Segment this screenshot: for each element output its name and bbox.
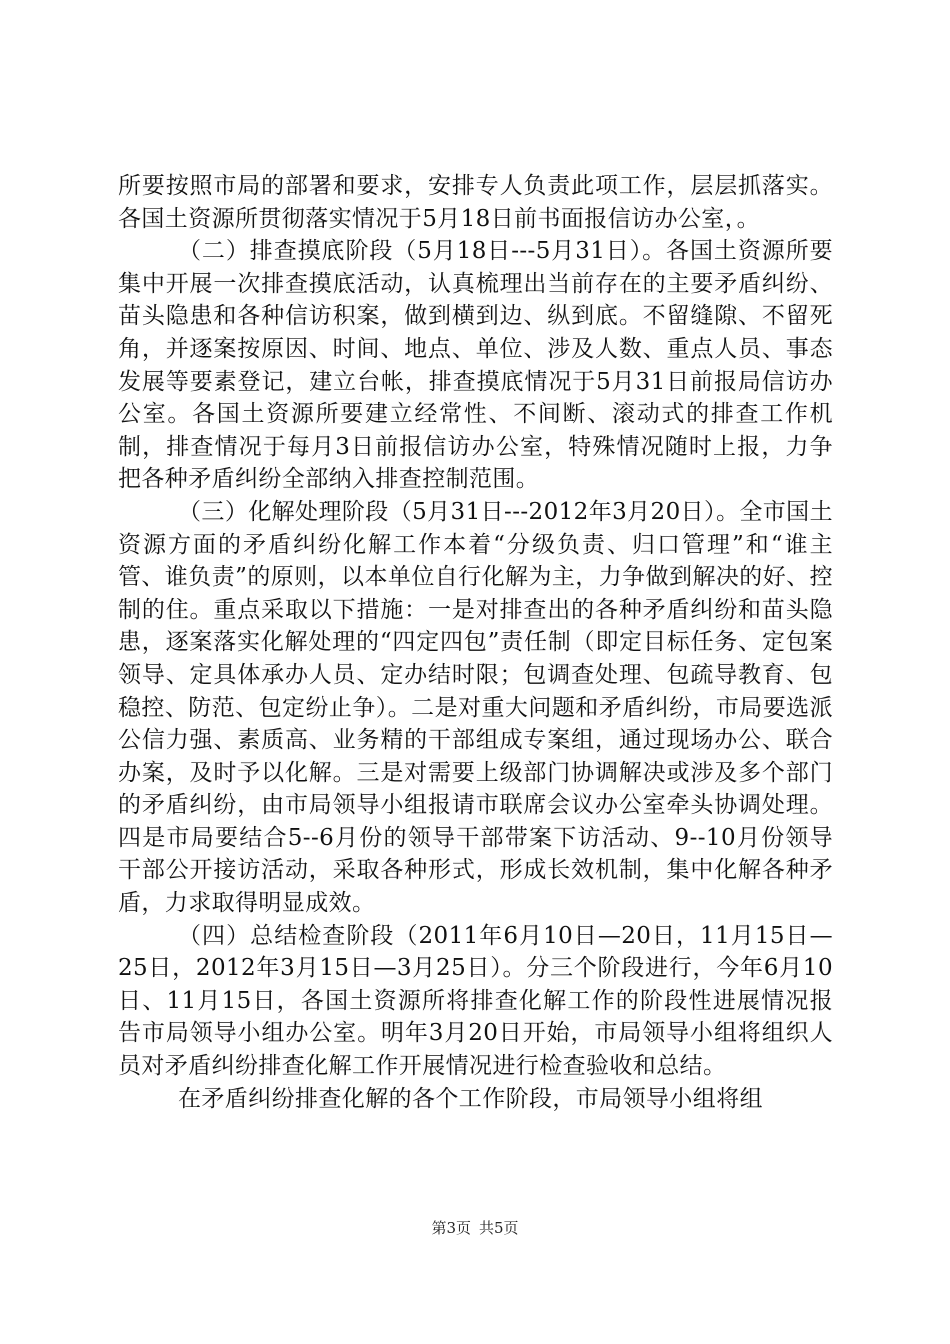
paragraph-stage-two: （二）排查摸底阶段（5月18日---5月31日）。各国土资源所要集中开展一次排查摸底活动，认真梳理出当前存在的主要矛盾纠纷、苗头隐患和各种信访积案，做到横到边、纵到底。不留缝隙、不留死角，并逐案按原因、时间、地点、单位、涉及人数、重点人员、事态发展等要素登记，建立台帐，排查摸底情况于5月31日前报局信访办公室。各国土资源所要建立经常性、不间断、滚动式的排查工作机制，排查情况于每月3日前报信访办公室，特殊情况随时上报，力争把各种矛盾纠纷全部纳入排查控制范围。	[118, 238, 833, 493]
page-number: 第3页	[431, 1219, 471, 1237]
paragraph-continuation: 所要按照市局的部署和要求，安排专人负责此项工作，层层抓落实。各国土资源所贯彻落实情况于5月18日前书面报信访办公室，。	[118, 173, 833, 232]
page-total: 共5页	[479, 1219, 519, 1237]
paragraph-stage-four: （四）总结检查阶段（2011年6月10日—20日，11月15日—25日，2012年3月15日—3月25日）。分三个阶段进行，今年6月10日、11月15日，各国土资源所将排查化解工作的阶段性进展情况报告市局领导小组办公室。明年3月20日开始，市局领导小组将组织人员对矛盾纠纷排查化解工作开展情况进行检查验收和总结。	[118, 922, 833, 1080]
page-footer	[0, 1217, 950, 1238]
document-body	[118, 170, 833, 1115]
paragraph-stage-three: （三）化解处理阶段（5月31日---2012年3月20日）。全市国土资源方面的矛盾纠纷化解工作本着“分级负责、归口管理”和“谁主管、谁负责”的原则，以本单位自行化解为主，力争做到解决的好、控制的住。重点采取以下措施：一是对排查出的各种矛盾纠纷和苗头隐患，逐案落实化解处理的“四定四包”责任制（即定目标任务、定包案领导、定具体承办人员、定办结时限；包调查处理、包疏导教育、包稳控、防范、包定纷止争）。二是对重大问题和矛盾纠纷，市局要选派公信力强、素质高、业务精的干部组成专案组，通过现场办公、联合办案，及时予以化解。三是对需要上级部门协调解决或涉及多个部门的矛盾纠纷，由市局领导小组报请市联席会议办公室牵头协调处理。四是市局要结合5--6月份的领导干部带案下访活动、9--10月份领导干部公开接访活动，采取各种形式，形成长效机制，集中化解各种矛盾，力求取得明显成效。	[118, 498, 833, 917]
paragraph-closing: 在矛盾纠纷排查化解的各个工作阶段，市局领导小组将组	[178, 1085, 763, 1112]
